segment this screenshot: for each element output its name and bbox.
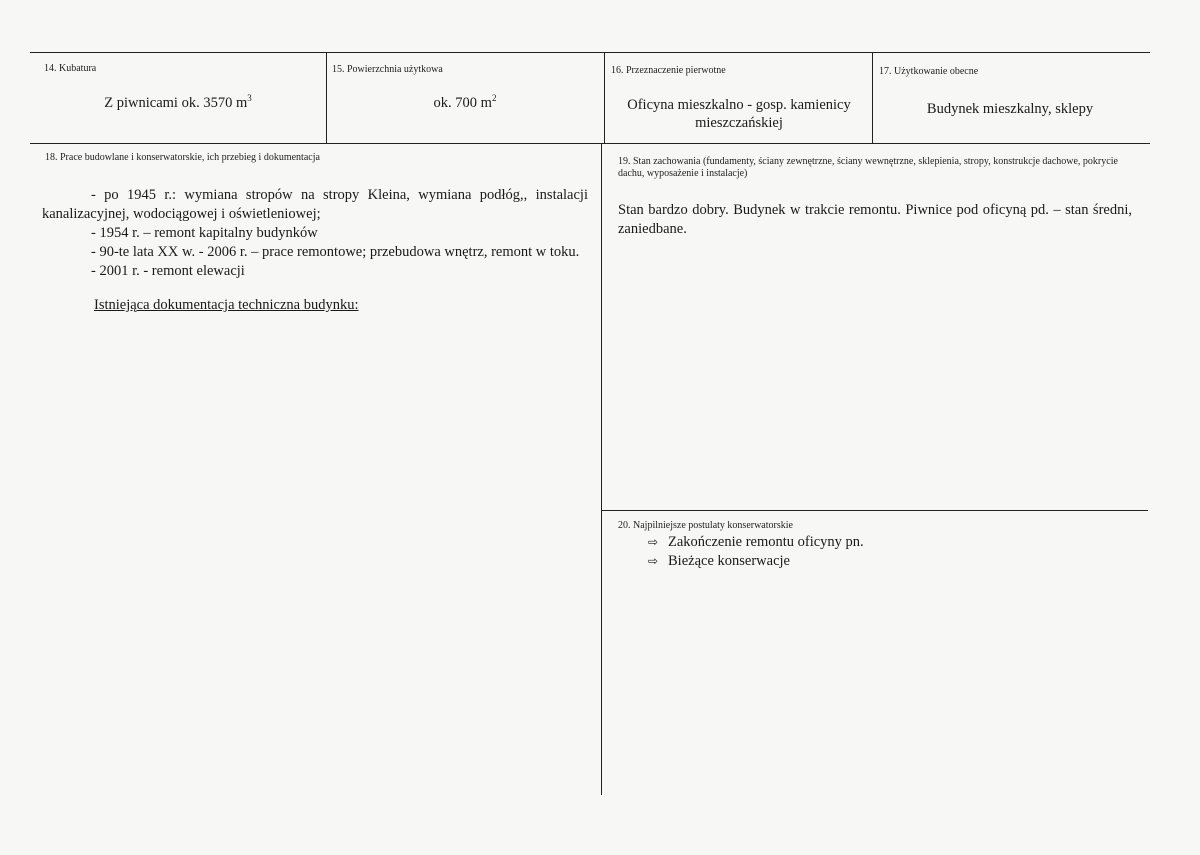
documentation-heading: Istniejąca dokumentacja techniczna budynku:: [94, 297, 359, 313]
kubatura-unit-superscript: 3: [247, 93, 252, 103]
prace-line: - 90-te lata XX w. - 2006 r. – prace remontowe; przebudowa wnętrz, remont w toku.: [91, 244, 580, 260]
field-16-value: Oficyna mieszkalno - gosp. kamienicy mieszczańskiej: [627, 97, 851, 131]
arrow-right-icon: ⇨: [648, 535, 659, 549]
postulat-text: Zakończenie remontu oficyny pn.: [668, 534, 864, 550]
section-18-label: 18. Prace budowlane i konserwatorskie, ich przebieg i dokumentacja: [45, 152, 320, 163]
field-15-label: 15. Powierzchnia użytkowa: [332, 64, 443, 75]
column-divider-15-16: [604, 52, 605, 143]
field-17-value: Budynek mieszkalny, sklepy: [926, 101, 1094, 117]
main-vertical-divider: [601, 143, 602, 795]
section-20-label: 20. Najpilniejsze postulaty konserwatorskie: [618, 520, 793, 531]
section-19-text: Stan bardzo dobry. Budynek w trakcie remontu. Piwnice pod oficyną pd. – stan średni, zaniedbane.: [618, 202, 1132, 237]
prace-line: - 2001 r. - remont elewacji: [91, 263, 245, 279]
field-16-label: 16. Przeznaczenie pierwotne: [611, 65, 726, 76]
header-row-bottom-border: [30, 143, 1150, 144]
field-14-value: [30, 94, 326, 112]
postulat-text: Bieżące konserwacje: [668, 553, 790, 569]
field-15-value: [326, 94, 604, 112]
prace-line: - 1954 r. – remont kapitalny budynków: [91, 225, 318, 241]
field-17-label: 17. Użytkowanie obecne: [879, 66, 979, 77]
section-18-content: [42, 186, 588, 315]
arrow-right-icon: ⇨: [648, 554, 659, 568]
column-divider-16-17: [872, 52, 873, 143]
postulat-item: [648, 533, 864, 551]
section-19-label: 19. Stan zachowania (fundamenty, ściany zewnętrzne, ściany wewnętrzne, sklepienia, stropy, konstrukcje dachowe, pokrycie dachu, wyposażenie i instalacje): [618, 156, 1118, 179]
prace-line: - po 1945 r.: wymiana stropów na stropy Kleina, wymiana podłóg,, instalacji kanalizacyjnej, wodociągowej i oświetleniowej;: [42, 187, 588, 222]
kubatura-value-text: Z piwnicami ok. 3570 m: [104, 95, 248, 111]
field-14-label: 14. Kubatura: [44, 63, 97, 74]
powierzchnia-unit-superscript: 2: [491, 93, 497, 103]
postulat-item: [648, 552, 790, 570]
section-19-20-divider: [602, 510, 1148, 511]
powierzchnia-value-text: ok. 700 m: [433, 95, 492, 111]
top-border: [30, 52, 1150, 53]
